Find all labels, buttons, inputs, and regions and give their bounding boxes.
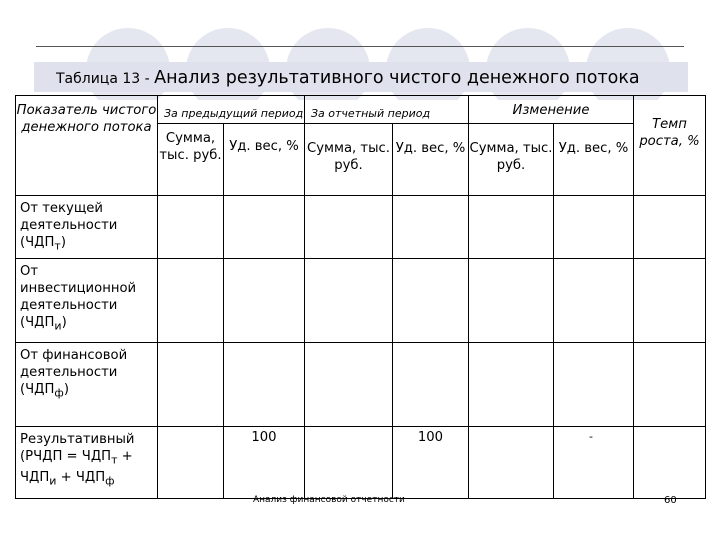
table-cell [554, 196, 634, 259]
table-cell [554, 343, 634, 427]
result-formula: ЧДП [20, 469, 50, 485]
row-code-main: (ЧДП [20, 235, 55, 250]
row-code-end: ) [61, 315, 67, 330]
table-cell [305, 427, 393, 499]
header-share-curr: Уд. вес, % [393, 124, 469, 196]
header-change: Изменение [469, 96, 634, 124]
table-cell [158, 427, 224, 499]
result-share-curr: 100 [393, 427, 469, 499]
row-label-text: От инвестиционной деятельности [20, 264, 137, 313]
header-sum-change: Сумма, тыс. руб. [469, 124, 554, 196]
result-formula: + ЧДП [56, 469, 106, 485]
table-cell [393, 343, 469, 427]
cash-flow-table [15, 95, 706, 499]
header-row-top [16, 96, 706, 124]
row-label [16, 343, 158, 427]
header-curr-period: За отчетный период [305, 96, 469, 124]
table-row [16, 343, 706, 427]
row-label [16, 259, 158, 343]
row-code-sub: ф [54, 386, 64, 400]
row-code-sub: и [54, 319, 62, 333]
result-share-prev: 100 [224, 427, 305, 499]
header-growth-rate: Темп роста, % [634, 96, 706, 196]
row-code [20, 315, 67, 333]
row-code [20, 382, 69, 400]
table-caption [56, 68, 640, 88]
row-code-end: ) [60, 235, 66, 250]
row-code-end: ) [63, 382, 69, 397]
result-label [16, 427, 158, 499]
header-sum-prev: Сумма, тыс. руб. [158, 124, 224, 196]
row-code [20, 235, 66, 253]
result-formula-sub: т [111, 453, 118, 467]
header-prev-period: За предыдущий период [158, 96, 305, 124]
row-code-sub: т [54, 239, 61, 253]
header-share-prev: Уд. вес, % [224, 124, 305, 196]
top-rule [36, 46, 684, 47]
table-cell [393, 259, 469, 343]
result-label-text: Результативный [20, 432, 135, 447]
row-label-text: От финансовой деятельности [20, 348, 128, 380]
table-cell [469, 427, 554, 499]
table-cell [158, 343, 224, 427]
table-cell [634, 343, 706, 427]
table-row [16, 196, 706, 259]
footer-text: Анализ финансовой отчетности [253, 495, 405, 505]
result-formula: (РЧДП = ЧДП [20, 449, 112, 464]
header-sum-curr: Сумма, тыс. руб. [305, 124, 393, 196]
header-share-change: Уд. вес, % [554, 124, 634, 196]
table-cell [634, 259, 706, 343]
row-label [16, 196, 158, 259]
page-number: 60 [664, 495, 677, 506]
table-cell [305, 343, 393, 427]
table-cell [554, 259, 634, 343]
row-label-text: От текущей деятельности [20, 201, 118, 233]
row-code-main: (ЧДП [20, 315, 55, 330]
table-cell [393, 196, 469, 259]
result-formula: + [117, 449, 133, 464]
table-cell [305, 259, 393, 343]
header-indicator: Показатель чистого денежного потока [16, 96, 158, 196]
table-cell [469, 259, 554, 343]
table-cell [158, 259, 224, 343]
table-cell [305, 196, 393, 259]
table-cell [224, 343, 305, 427]
table-cell [224, 196, 305, 259]
result-row [16, 427, 706, 499]
result-formula-sub: ф [105, 474, 115, 488]
table-row [16, 259, 706, 343]
table-cell [469, 196, 554, 259]
result-formula-sub: и [49, 474, 57, 488]
table-cell [224, 259, 305, 343]
caption-number: Таблица 13 - [56, 71, 155, 87]
result-share-change: - [589, 430, 593, 443]
table-cell [634, 196, 706, 259]
table-cell [554, 427, 634, 499]
table-cell [469, 343, 554, 427]
row-code-main: (ЧДП [20, 382, 55, 397]
table-cell [634, 427, 706, 499]
caption-title: Анализ результативного чистого денежного потока [154, 68, 640, 88]
table-cell [158, 196, 224, 259]
